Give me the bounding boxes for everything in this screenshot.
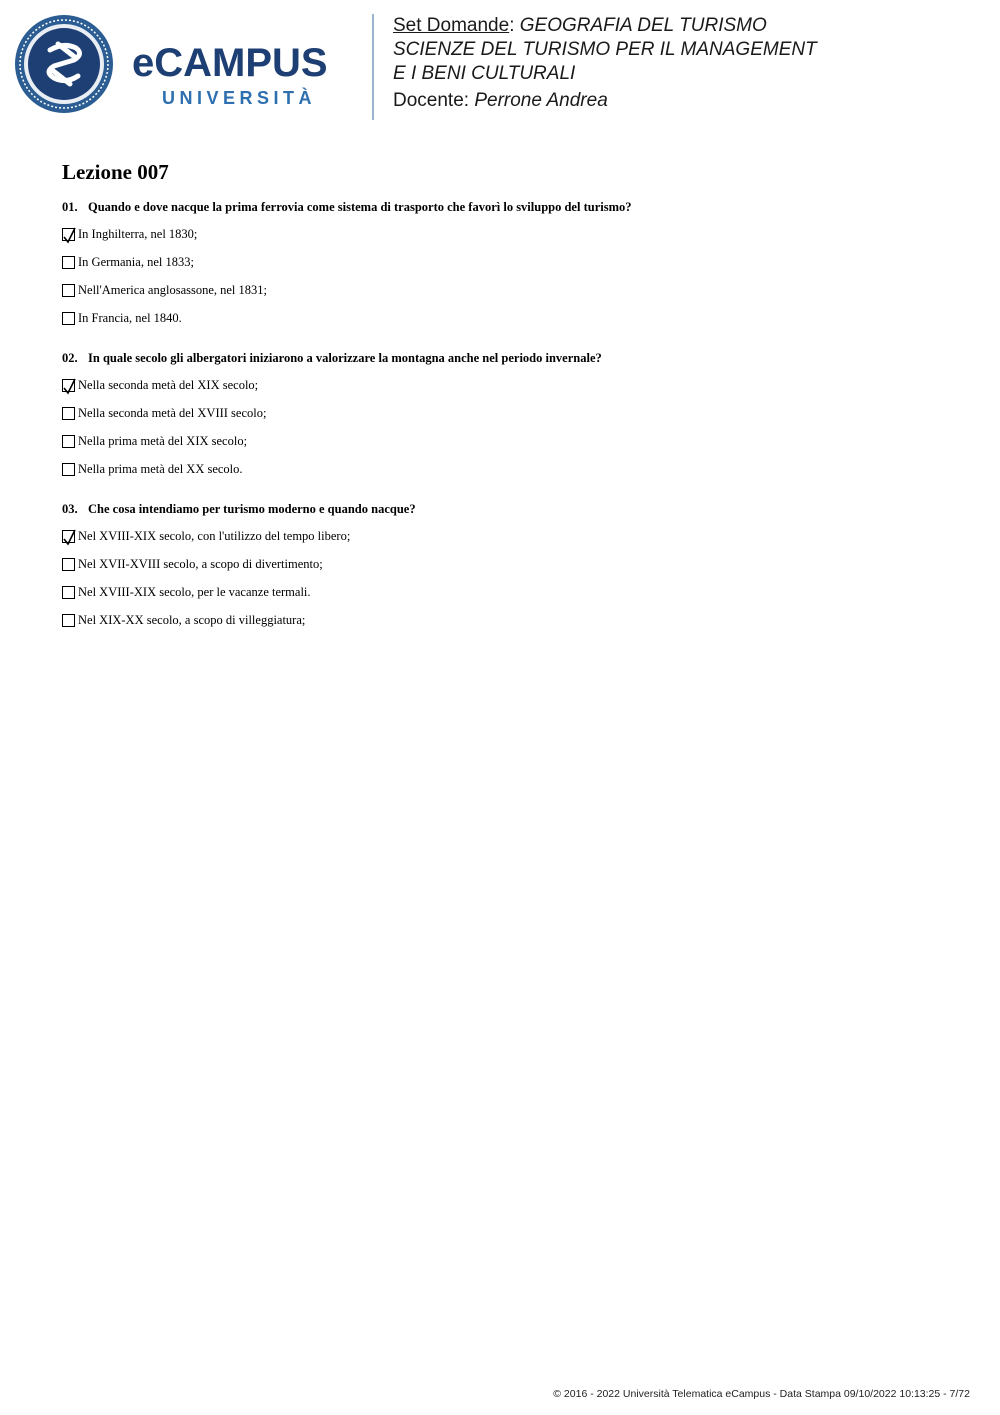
- answer-text: Nel XIX-XX secolo, a scopo di villeggiatura;: [78, 612, 306, 627]
- answer-option[interactable]: [62, 220, 962, 248]
- answer-option[interactable]: [62, 550, 962, 578]
- set-colon: :: [509, 15, 515, 36]
- answer-text: Nella prima metà del XIX secolo;: [78, 433, 248, 448]
- answer-option[interactable]: [62, 606, 962, 634]
- question-text: Quando e dove nacque la prima ferrovia come sistema di trasporto che favorì lo sviluppo del turismo?: [88, 200, 632, 214]
- checked-checkbox[interactable]: [62, 379, 75, 392]
- brand-name: eCAMPUS: [132, 41, 328, 85]
- header-info: [393, 14, 817, 113]
- answer-text: In Francia, nel 1840.: [78, 310, 182, 325]
- checked-checkbox[interactable]: [62, 530, 75, 543]
- question-text: In quale secolo gli albergatori iniziarono a valorizzare la montagna anche nel periodo invernale?: [88, 351, 602, 365]
- question-number: 01.: [62, 200, 78, 214]
- answer-text: Nella prima metà del XX secolo.: [78, 461, 243, 476]
- checkbox[interactable]: [62, 256, 75, 269]
- answer-text: In Germania, nel 1833;: [78, 254, 194, 269]
- answer-text: Nel XVIII-XIX secolo, per le vacanze termali.: [78, 584, 311, 599]
- answer-option[interactable]: [62, 578, 962, 606]
- answer-text: Nel XVII-XVIII secolo, a scopo di divertimento;: [78, 556, 323, 571]
- answer-text: Nella seconda metà del XIX secolo;: [78, 377, 259, 392]
- answer-text: In Inghilterra, nel 1830;: [78, 226, 198, 241]
- set-label: Set Domande: [393, 15, 510, 36]
- answer-text: Nella seconda metà del XVIII secolo;: [78, 405, 267, 420]
- brand-subtitle: UNIVERSITÀ: [162, 88, 317, 108]
- checked-checkbox[interactable]: [62, 228, 75, 241]
- answer-option[interactable]: [62, 455, 962, 483]
- checkbox[interactable]: [62, 586, 75, 599]
- program-line-1: SCIENZE DEL TURISMO PER IL MANAGEMENT: [393, 39, 817, 60]
- checkbox[interactable]: [62, 558, 75, 571]
- checkbox[interactable]: [62, 614, 75, 627]
- page-footer: © 2016 - 2022 Università Telematica eCampus - Data Stampa 09/10/2022 10:13:25 - 7/72: [553, 1388, 970, 1400]
- checkbox[interactable]: [62, 284, 75, 297]
- question-number: 02.: [62, 351, 78, 365]
- question-block: [62, 348, 962, 483]
- question-title: [62, 197, 962, 217]
- teacher-line: [393, 89, 817, 113]
- checkbox[interactable]: [62, 312, 75, 325]
- answer-text: Nel XVIII-XIX secolo, con l'utilizzo del tempo libero;: [78, 528, 351, 543]
- checkbox[interactable]: [62, 407, 75, 420]
- brand-wordmark: [132, 40, 357, 115]
- header-divider: [372, 14, 374, 120]
- answer-option[interactable]: [62, 304, 962, 332]
- course-title: GEOGRAFIA DEL TURISMO: [519, 15, 767, 36]
- course-line: [393, 14, 817, 38]
- teacher-label: Docente:: [393, 90, 470, 111]
- ecampus-seal-logo: [14, 14, 114, 114]
- lesson-title: Lezione 007: [62, 160, 169, 184]
- checkbox[interactable]: [62, 463, 75, 476]
- question-title: [62, 499, 962, 519]
- check-mark-icon: [62, 227, 78, 244]
- answer-option[interactable]: [62, 276, 962, 304]
- answer-option[interactable]: [62, 427, 962, 455]
- check-mark-icon: [62, 378, 78, 395]
- question-text: Che cosa intendiamo per turismo moderno e quando nacque?: [88, 502, 416, 516]
- checkbox[interactable]: [62, 435, 75, 448]
- answer-option[interactable]: [62, 399, 962, 427]
- answer-option[interactable]: [62, 371, 962, 399]
- answer-option[interactable]: [62, 248, 962, 276]
- question-number: 03.: [62, 502, 78, 516]
- page-header: [0, 0, 1000, 130]
- answer-text: Nell'America anglosassone, nel 1831;: [78, 282, 268, 297]
- check-mark-icon: [62, 529, 78, 546]
- question-title: [62, 348, 962, 368]
- program-line-2: E I BENI CULTURALI: [393, 63, 576, 84]
- question-block: [62, 197, 962, 332]
- answer-option[interactable]: [62, 522, 962, 550]
- question-block: [62, 499, 962, 634]
- teacher-name: Perrone Andrea: [474, 90, 608, 111]
